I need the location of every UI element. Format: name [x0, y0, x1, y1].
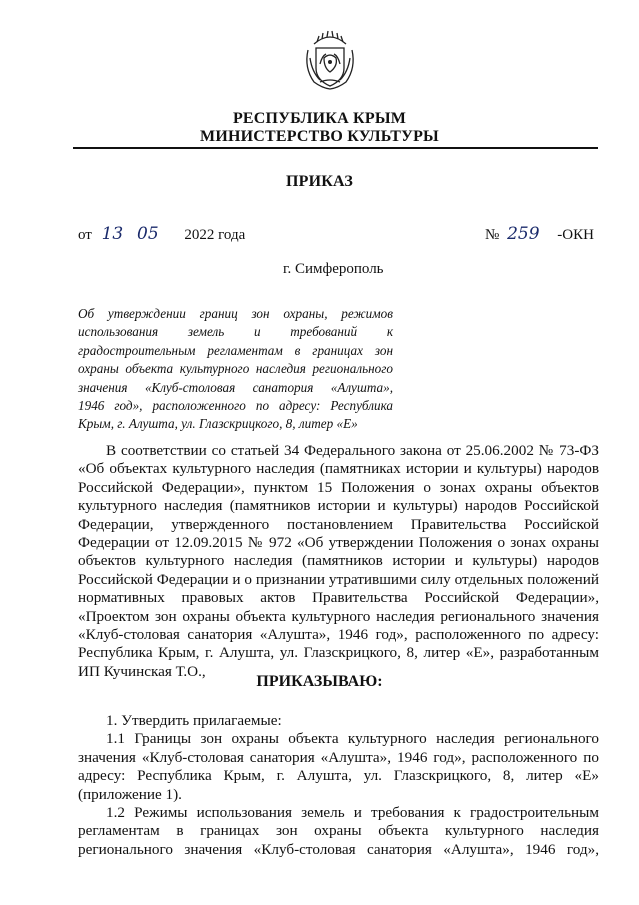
item-line: 1. Утвердить прилагаемые:: [106, 712, 282, 729]
item-line: 1.1 Границы зон охраны объекта культурного наследия регионального: [106, 730, 599, 748]
preamble-line: «Проектом зон охраны объекта культурного наследия регионального значения: [78, 607, 599, 625]
item-line: адресу: Республика Крым, г. Алушта, ул. Глазскрицкого, 8, литер «Е»: [78, 767, 599, 785]
date-line: [78, 224, 245, 244]
order-items: [78, 712, 599, 859]
preamble: [78, 442, 599, 681]
preamble-line: культурного наследия (памятников истории и культуры) народов Российской: [78, 497, 599, 515]
subject-line: градостроительным регламентам в границах зон: [78, 342, 393, 358]
preamble-line: Российской Федерации», пунктом 15 Положения о зонах охраны объектов: [78, 478, 599, 496]
handwritten-month: 05: [137, 224, 159, 244]
item-line: 1.2 Режимы использования земель и требования к градостроительным: [106, 803, 599, 821]
preamble-line: нормативных правовых актов Правительства Российской Федерации»,: [78, 589, 599, 607]
item-line: регламентам в границах зон охраны объекта культурного наследия: [78, 822, 599, 840]
preamble-line: «Об объектах культурного наследия (памятниках истории и культуры) народов: [78, 460, 599, 478]
preamble-line: Федерации, утвержденного постановлением Правительства Российской: [78, 515, 599, 533]
subject-line: Об утверждении границ зон охраны, режимов: [78, 306, 393, 321]
order-word: ПРИКАЗЫВАЮ:: [256, 673, 383, 690]
subject-line: 1946 год», расположенного по адресу: Республика: [78, 397, 393, 413]
preamble-line: объектов культурного наследия (памятников истории и культуры) народов: [78, 552, 599, 570]
republic-title: РЕСПУБЛИКА КРЫМ: [232, 110, 407, 127]
preamble-line: Российской Федерации и о признании утратившими силу отдельных положений: [78, 570, 599, 588]
handwritten-day: 13: [101, 224, 124, 244]
subject-line: Крым, г. Алушта, ул. Глазскрицкого, 8, литер «Е»: [78, 416, 358, 432]
document-type: ПРИКАЗ: [285, 173, 354, 190]
preamble-line: Республика Крым, г. Алушта, ул. Глазскрицкого, 8, литер «Е», разработанным: [78, 644, 599, 662]
item-line: значения «Клуб-столовая санатория «Алушта», 1946 год», расположенного по: [78, 748, 599, 766]
city: г. Симферополь: [283, 261, 384, 277]
number-line: [485, 224, 594, 244]
date-year: 2022 года: [184, 227, 246, 243]
item-line: регионального значения «Клуб-столовая санатория «Алушта», 1946 год»,: [78, 840, 599, 858]
number-suffix: -ОКН: [557, 227, 594, 243]
preamble-line: «Клуб-столовая санатория «Алушта», 1946 год», расположенного по адресу:: [78, 625, 599, 643]
header-divider: [73, 147, 598, 149]
crimea-coat-of-arms-icon: [300, 28, 360, 92]
item-line: (приложение 1).: [78, 785, 182, 803]
handwritten-number: 259: [507, 224, 540, 244]
subject-line: значения «Клуб-столовая санатория «Алушта»,: [78, 379, 393, 395]
preamble-line: ИП Кучинская Т.О.,: [78, 662, 206, 680]
date-prefix: от: [78, 227, 92, 243]
order-subject: [78, 305, 393, 434]
preamble-line: В соответствии со статьей 34 Федерального закона от 25.06.2002 № 73-ФЗ: [106, 442, 599, 459]
preamble-line: Федерации от 12.09.2015 № 972 «Об утверждении Положения о зонах охраны: [78, 533, 599, 551]
subject-line: охраны объекта культурного наследия регионального: [78, 361, 393, 377]
ministry-title: МИНИСТЕРСТВО КУЛЬТУРЫ: [200, 128, 439, 145]
subject-line: использования земель и требований к: [78, 324, 393, 340]
number-prefix: №: [485, 227, 500, 243]
